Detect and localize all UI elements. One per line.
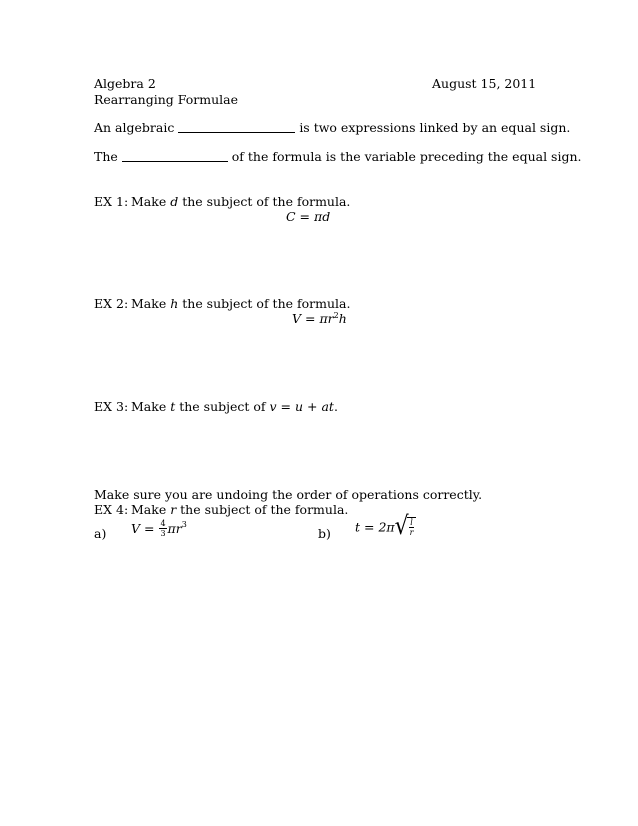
ex4-part-a-label: a)	[94, 526, 107, 541]
course-title: Algebra 2	[94, 76, 156, 91]
ex4-part-b-denominator: r	[409, 528, 414, 537]
ex4-part-b-formula	[355, 512, 416, 541]
ex4-variable: r	[170, 502, 177, 517]
ex3-variable: t	[170, 399, 176, 414]
fill-in-blank-equation[interactable]	[178, 132, 295, 133]
fill-in-blank-subject[interactable]	[122, 161, 228, 162]
ex1-text-post: the subject of the formula.	[178, 194, 351, 209]
ex1-text-pre: Make	[131, 194, 171, 209]
ex3-prompt	[94, 399, 338, 414]
ex1-prompt	[94, 194, 350, 209]
ex1-variable: d	[170, 194, 179, 209]
ex4-part-a-rhs: πr	[167, 521, 182, 536]
ex4-part-b-fraction	[409, 518, 415, 537]
topic-title: Rearranging Formulae	[94, 92, 238, 107]
ex2-prompt	[94, 296, 350, 311]
ex2-formula-main: V = πr	[292, 311, 334, 326]
ex3-text-pre: Make	[131, 399, 171, 414]
ex4-part-a-fraction	[159, 519, 166, 538]
ex4-part-b-label: b)	[318, 526, 331, 541]
ex3-formula: v = u + at	[269, 399, 334, 414]
ex4-part-a-formula	[131, 519, 187, 538]
ex4-text-pre: Make	[131, 502, 171, 517]
ex4-part-a-denominator: 3	[160, 529, 166, 538]
ex1-formula: C = πd	[286, 209, 331, 224]
ex3-text-mid: the subject of	[175, 399, 270, 414]
radical-sign: √	[394, 512, 409, 541]
ex4-part-a-exponent: 3	[181, 520, 187, 529]
ex2-label: EX 2:	[94, 296, 129, 311]
date: August 15, 2011	[432, 76, 537, 91]
ex4-part-b-lhs: t = 2π	[355, 519, 395, 535]
ex1-label: EX 1:	[94, 194, 129, 209]
ex2-formula-tail: h	[338, 311, 347, 326]
order-of-operations-note: Make sure you are undoing the order of operations correctly.	[94, 487, 483, 502]
definition-equation-suffix: is two expressions linked by an equal sign.	[299, 120, 571, 135]
definition-equation-prefix: An algebraic	[94, 120, 175, 135]
ex4-label: EX 4:	[94, 502, 129, 517]
ex4-part-a-lhs: V =	[131, 521, 159, 536]
definition-subject-suffix: of the formula is the variable preceding the equal sign.	[231, 149, 582, 164]
ex3-label: EX 3:	[94, 399, 129, 414]
definition-subject-prefix: The	[94, 149, 118, 164]
ex2-formula	[292, 311, 347, 326]
square-root	[394, 512, 417, 541]
ex2-text-pre: Make	[131, 296, 171, 311]
ex4-text-post: the subject of the formula.	[176, 502, 349, 517]
ex4-prompt	[94, 502, 348, 517]
ex2-text-post: the subject of the formula.	[178, 296, 351, 311]
definition-equation	[94, 120, 570, 135]
ex2-variable: h	[170, 296, 179, 311]
ex4-part-b-numerator: l	[410, 518, 413, 527]
ex2-formula-exponent: 2	[333, 311, 339, 320]
ex3-text-end: .	[333, 399, 338, 414]
ex4-part-a-numerator: 4	[160, 519, 166, 528]
definition-subject	[94, 149, 582, 164]
